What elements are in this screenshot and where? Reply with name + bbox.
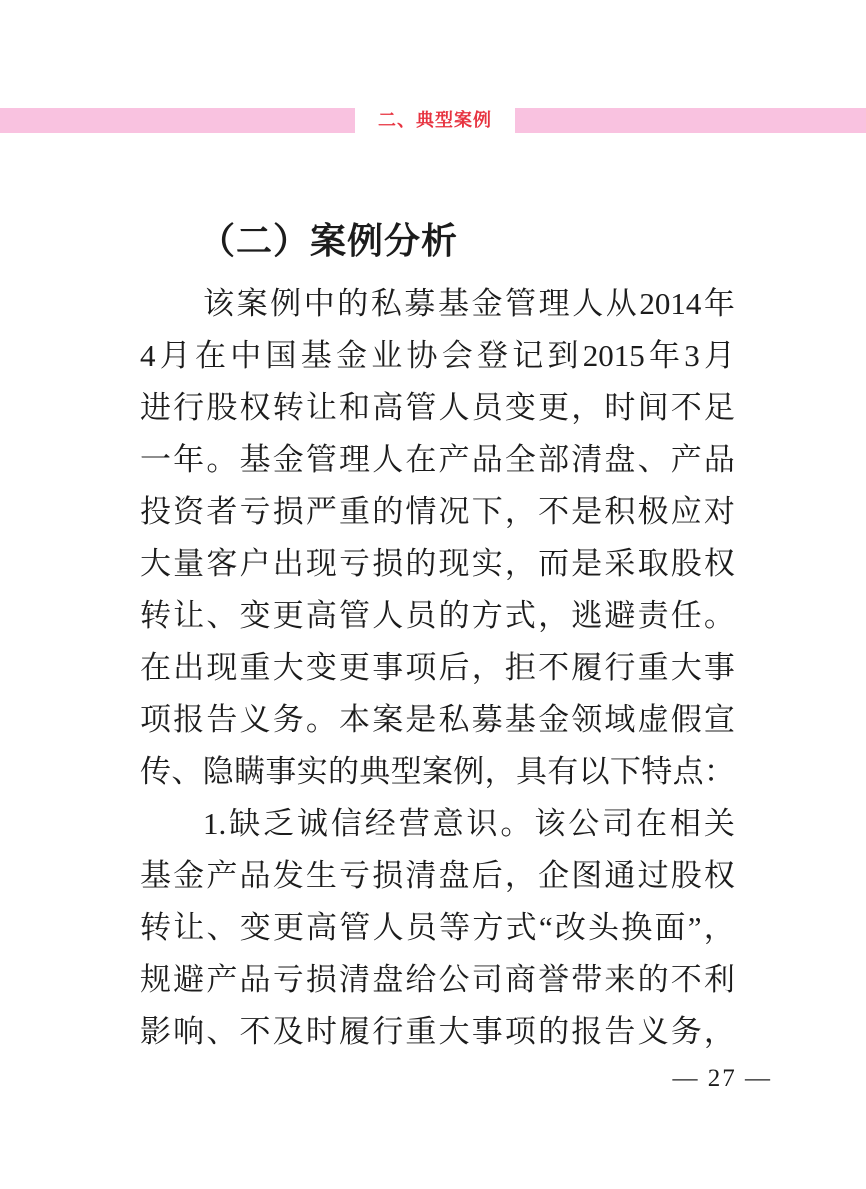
- body-text-block: [140, 278, 735, 1058]
- body-line: 传 、 隐 瞒 事 实 的 典 型 案 例 ， 具 有 以 下 特 点 ：: [140, 754, 735, 789]
- body-line: 该 案 例 中 的 私 募 基 金 管 理 人 从 2014 年: [203, 286, 735, 321]
- running-header-label: 二、典型案例: [378, 109, 492, 131]
- body-line: 4 月 在 中 国 基 金 业 协 会 登 记 到 2015 年 3 月: [140, 338, 735, 373]
- body-line: 1. 缺 乏 诚 信 经 营 意 识 。 该 公 司 在 相 关: [203, 806, 735, 841]
- header-band-right-bar: [515, 108, 866, 133]
- body-line: 项 报 告 义 务 。 本 案 是 私 募 基 金 领 域 虚 假 宣: [140, 702, 735, 737]
- body-line: 投 资 者 亏 损 严 重 的 情 况 下 ， 不 是 积 极 应 对: [140, 494, 735, 529]
- body-line: 转 让 、 变 更 高 管 人 员 的 方 式 ， 逃 避 责 任 。: [140, 598, 735, 633]
- body-line: 在 出 现 重 大 变 更 事 项 后 ， 拒 不 履 行 重 大 事: [140, 650, 735, 685]
- body-line: 转 让 、 变 更 高 管 人 员 等 方 式 “ 改 头 换 面 ” ，: [140, 910, 735, 945]
- body-line: 影 响 、 不 及 时 履 行 重 大 事 项 的 报 告 义 务 ，: [140, 1014, 735, 1049]
- body-line: 一 年 。 基 金 管 理 人 在 产 品 全 部 清 盘 、 产 品: [140, 442, 735, 477]
- body-line: 进 行 股 权 转 让 和 高 管 人 员 变 更 ， 时 间 不 足: [140, 390, 735, 425]
- header-band-left-bar: [0, 108, 355, 133]
- section-title: （二）案例分析: [199, 221, 459, 261]
- body-line: 规 避 产 品 亏 损 清 盘 给 公 司 商 誉 带 来 的 不 利: [140, 962, 735, 997]
- body-line: 基 金 产 品 发 生 亏 损 清 盘 后 ， 企 图 通 过 股 权: [140, 858, 735, 893]
- body-line: 大 量 客 户 出 现 亏 损 的 现 实 ， 而 是 采 取 股 权: [140, 546, 735, 581]
- page-number: — 27 —: [672, 1065, 772, 1092]
- header-label-container: [355, 108, 515, 133]
- running-header-band: [0, 108, 866, 133]
